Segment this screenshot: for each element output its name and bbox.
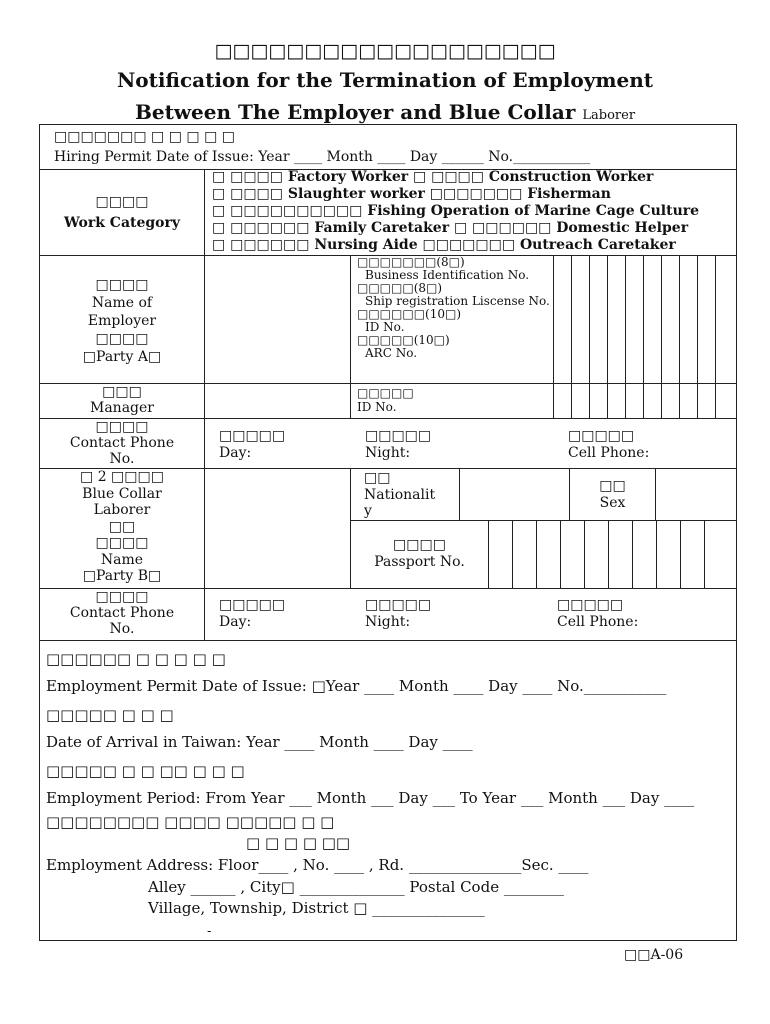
manager-name-field[interactable] bbox=[205, 384, 349, 417]
employer-id-type-options[interactable] bbox=[357, 256, 555, 360]
employer-label: □□□□ Name of Employer □□□□ □Party A□ bbox=[82, 277, 162, 365]
hiring-permit-cjk: □□□□□□□ □ □ □ □ □ bbox=[54, 129, 235, 145]
employment-address-field[interactable]: Employment Address: Floor____ , No. ____ , Rd. _______________Sec. ____ bbox=[46, 856, 589, 874]
employment-address-cjk-line2: □ □ □ □ □□ bbox=[246, 834, 351, 852]
employment-address-field-line2[interactable]: Alley ______ , City□ ______________ Postal Code ________ bbox=[148, 878, 564, 896]
nationality-label: □□ Nationalit y bbox=[364, 470, 436, 519]
work-category-label-cjk: □□□□ bbox=[95, 194, 149, 210]
form-code: □□A-06 bbox=[624, 947, 684, 963]
bottom-dash: - bbox=[207, 924, 212, 939]
employer-name-field[interactable] bbox=[205, 256, 349, 382]
laborer-phone-cell[interactable]: □□□□□ Cell Phone: bbox=[557, 597, 639, 630]
laborer-name-field[interactable] bbox=[205, 469, 349, 587]
title-english: Notification for the Termination of Employment bbox=[116, 68, 654, 92]
arrival-date-field[interactable]: Date of Arrival in Taiwan: Year ____ Month ____ Day ____ bbox=[46, 733, 473, 751]
id-type-option-en: ID No. bbox=[365, 320, 405, 334]
manager-id-label: □□□□□ ID No. bbox=[357, 386, 414, 414]
work-category-option[interactable]: □ □□□□ Slaughter worker □□□□□□□ Fisherman bbox=[212, 186, 611, 202]
employment-address-field-line3[interactable]: Village, Township, District □ _______________ bbox=[148, 899, 485, 917]
hiring-permit-field[interactable]: Hiring Permit Date of Issue: Year ____ Month ____ Day ______ No.___________ bbox=[54, 149, 591, 165]
work-category-options[interactable] bbox=[212, 169, 699, 254]
work-category-option[interactable]: □ □□□□□□ Family Caretaker □ □□□□□□ Domestic Helper bbox=[212, 220, 689, 236]
employment-permit-cjk: □□□□□□ □ □ □ □ □ bbox=[46, 650, 226, 668]
laborer-phone-day[interactable]: □□□□□ Day: bbox=[219, 597, 286, 630]
id-type-option-en: ARC No. bbox=[365, 346, 418, 360]
id-type-option-cjk[interactable]: □□□□□□□(8□) bbox=[357, 255, 465, 269]
work-category-option[interactable]: □ □□□□ Factory Worker □ □□□□ Construction Worker bbox=[212, 169, 654, 185]
employer-contact-label: □□□□ Contact Phone No. bbox=[69, 419, 175, 467]
employer-phone-cell[interactable]: □□□□□ Cell Phone: bbox=[568, 428, 650, 461]
title-cjk: □□□□□□□□□□□□□□□□□□□ bbox=[214, 40, 556, 62]
employment-permit-field[interactable]: Employment Permit Date of Issue: □Year ____ Month ____ Day ____ No.___________ bbox=[46, 677, 667, 695]
laborer-label: □ 2 □□□□ Blue Collar Laborer □□ □□□□ Name □Party B□ bbox=[80, 469, 164, 584]
sex-label: □□ Sex bbox=[599, 478, 626, 511]
employment-period-cjk: □□□□□ □ □ □□ □ □ □ bbox=[46, 762, 245, 780]
arrival-date-cjk: □□□□□ □ □ □ bbox=[46, 706, 174, 724]
work-category-option[interactable]: □ □□□□□□ Nursing Aide □□□□□□□ Outreach Caretaker bbox=[212, 237, 676, 253]
manager-label: □□□ Manager bbox=[90, 384, 154, 416]
laborer-phone-night[interactable]: □□□□□ Night: bbox=[365, 597, 432, 630]
employment-period-field[interactable]: Employment Period: From Year ___ Month ___ Day ___ To Year ___ Month ___ Day ____ bbox=[46, 789, 695, 807]
employer-phone-day[interactable]: □□□□□ Day: bbox=[219, 428, 286, 461]
id-type-option-en: Business Identification No. bbox=[365, 268, 530, 282]
title-english-line2-small: Laborer bbox=[582, 108, 636, 123]
sex-field[interactable] bbox=[656, 469, 736, 519]
work-category-label: Work Category bbox=[63, 215, 181, 231]
id-type-option-cjk[interactable]: □□□□□□(10□) bbox=[357, 307, 461, 321]
employer-phone-night[interactable]: □□□□□ Night: bbox=[365, 428, 432, 461]
id-type-option-cjk[interactable]: □□□□□(8□) bbox=[357, 281, 443, 295]
work-category-option[interactable]: □ □□□□□□□□□□ Fishing Operation of Marine Cage Culture bbox=[212, 203, 700, 219]
title-english-line2 bbox=[0, 100, 770, 124]
title-english-line2-main: Between The Employer and Blue Collar bbox=[134, 100, 576, 124]
nationality-field[interactable] bbox=[460, 469, 568, 519]
id-type-option-cjk[interactable]: □□□□□(10□) bbox=[357, 333, 450, 347]
id-type-option-en: Ship registration Liscense No. bbox=[365, 294, 550, 308]
employment-address-cjk: □□□□□□□□ □□□□ □□□□□ □ □ bbox=[46, 813, 335, 831]
passport-label: □□□□ Passport No. bbox=[374, 537, 465, 570]
laborer-contact-label: □□□□ Contact Phone No. bbox=[69, 589, 175, 637]
